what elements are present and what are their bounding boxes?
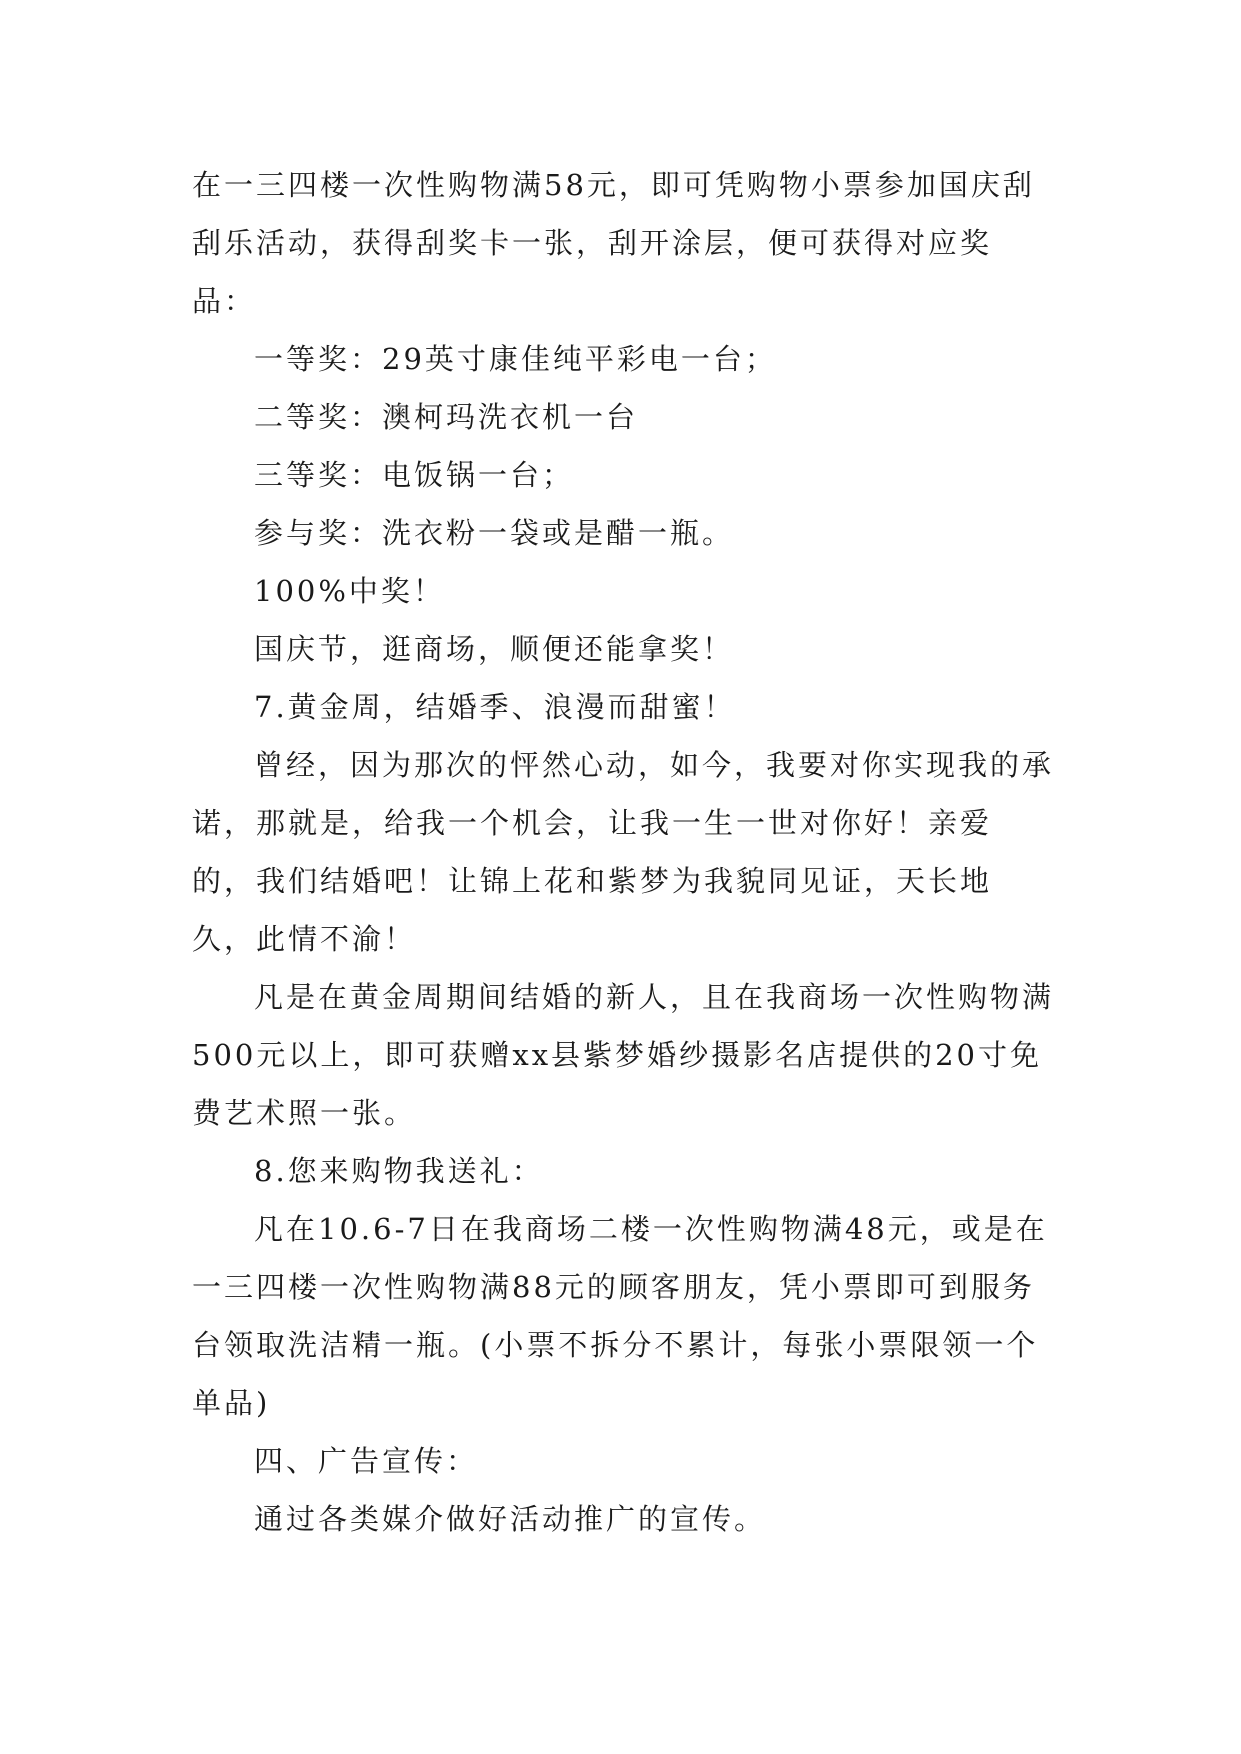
paragraph-first-prize: 一等奖：29英寸康佳纯平彩电一台； xyxy=(254,342,777,376)
paragraph-national-day-slogan: 国庆节，逛商场，顺便还能拿奖！ xyxy=(254,632,735,666)
section-heading-advertising: 四、广告宣传： xyxy=(254,1444,479,1478)
paragraph-advertising: 通过各类媒介做好活动推广的宣传。 xyxy=(254,1502,767,1536)
paragraph-gift-offer: 凡在10.6-7日在我商场二楼一次性购物满48元，或是在一三四楼一次性购物满88元的顾客朋友，凭小票即可到服务台领取洗洁精一瓶。(小票不拆分不累计，每张小票限领一个单品) xyxy=(192,1212,1048,1420)
paragraph-third-prize: 三等奖：电饭锅一台； xyxy=(254,458,575,492)
paragraph-wedding-promise: 曾经，因为那次的怦然心动，如今，我要对你实现我的承诺，那就是，给我一个机会，让我一生一世对你好！亲爱的，我们结婚吧！让锦上花和紫梦为我貌同见证，天长地久，此情不渝！ xyxy=(192,748,1055,956)
paragraph-win-rate: 100%中奖！ xyxy=(254,574,445,608)
section-heading-8: 8.您来购物我送礼： xyxy=(254,1154,544,1188)
section-heading-7: 7.黄金周，结婚季、浪漫而甜蜜！ xyxy=(254,690,736,724)
paragraph-prizes-intro: 在一三四楼一次性购物满58元，即可凭购物小票参加国庆刮刮乐活动，获得刮奖卡一张，刮开涂层，便可获得对应奖品： xyxy=(192,168,1035,318)
paragraph-participation-prize: 参与奖：洗衣粉一袋或是醋一瓶。 xyxy=(254,516,735,550)
paragraph-wedding-offer: 凡是在黄金周期间结婚的新人，且在我商场一次性购物满500元以上，即可获赠xx县紫梦婚纱摄影名店提供的20寸免费艺术照一张。 xyxy=(192,980,1055,1130)
paragraph-second-prize: 二等奖：澳柯玛洗衣机一台 xyxy=(254,400,639,434)
document-body xyxy=(192,156,1054,1548)
